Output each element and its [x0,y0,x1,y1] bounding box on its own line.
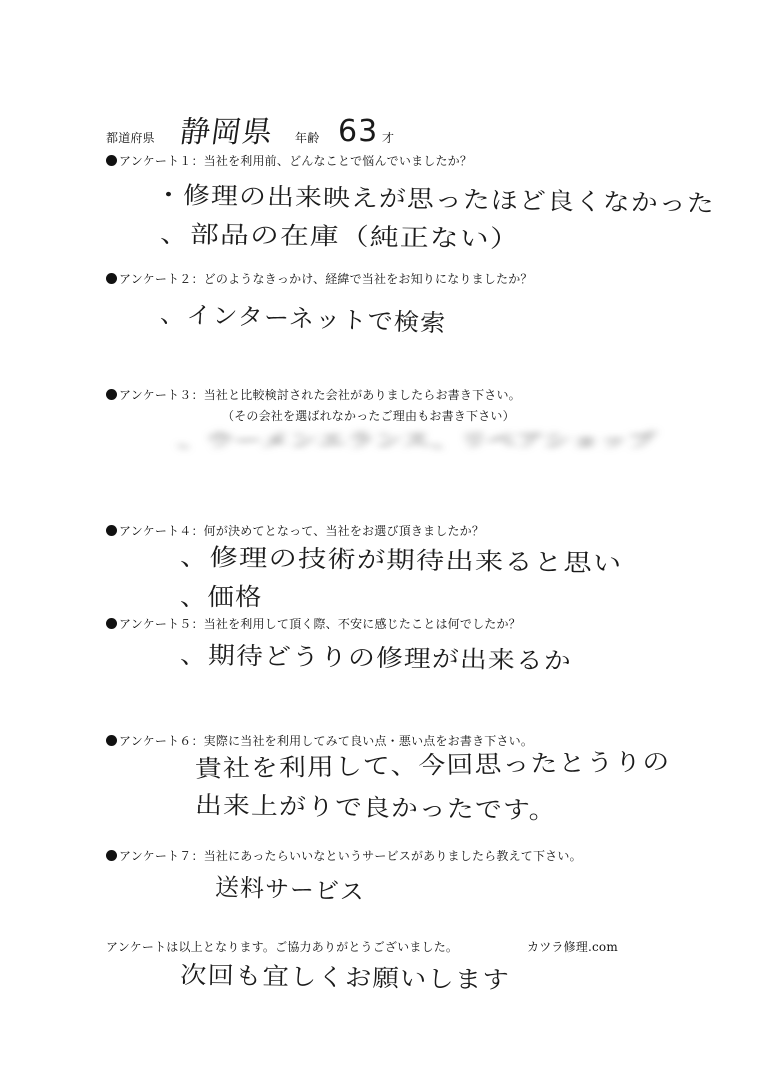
question-1: アンケート１：当社を利用前、どんなことで悩んでいましたか？ [106,155,472,167]
answer-1-line-1: ・修理の出来映えが思ったほど良くなかった [154,181,716,218]
prefecture-label: 都道府県 [106,131,155,145]
bullet-icon [106,525,117,536]
bullet-icon [106,273,117,284]
age-unit: 才 [382,131,395,145]
answer-7-line-1: 送料サービス [214,873,366,907]
question-2: アンケート２：どのようなきっかけ、経緯で当社をお知りになりましたか？ [106,273,533,285]
age-label: 年齢 [295,131,320,145]
brand-name: カツラ修理.com [527,940,618,954]
question-6: アンケート６：実際に当社を利用してみて良い点・悪い点をお書き下さい。 [106,735,533,747]
question-5: アンケート５：当社を利用して頂く際、不安に感じたことは何でしたか？ [106,618,521,630]
question-3-sub: （その会社を選ばれなかったご理由もお書き下さい） [222,409,515,423]
answer-3-line-1: 、ウーメンエランス、リペアショップ [178,428,657,452]
bullet-icon [106,735,117,746]
question-7: アンケート７：当社にあったらいいなというサービスがありましたら教えて下さい。 [106,850,582,862]
closing-handwritten: 次回も宜しくお願いします [179,961,511,995]
answer-6-line-1: 貴社を利用して、今回思ったとうりの [194,747,671,783]
bullet-icon [106,389,117,400]
question-4: アンケート４：何が決めてとなって、当社をお選び頂きましたか？ [106,525,484,537]
bullet-icon [106,618,117,629]
answer-4-line-2: 、価格 [180,583,263,611]
bullet-icon [106,155,117,166]
answer-1-line-2: 、部品の在庫（純正ない） [159,220,521,254]
answer-2-line-1: 、インターネットで検索 [159,300,447,338]
question-3: アンケート３：当社と比較検討された会社がありましたらお書き下さい。 [106,389,521,401]
closing-text: アンケートは以上となります。ご協力ありがとうございました。 [106,940,459,954]
prefecture-value: 静岡県 [177,115,276,150]
bullet-icon [106,850,117,861]
answer-4-line-1: 、修理の技術が期待出来ると思い [179,543,623,578]
answer-6-line-2: 出来上がりで良かったです。 [194,791,558,825]
age-value: 63 [338,114,379,149]
answer-5-line-1: 、期待どうりの修理が出来るか [179,641,573,676]
